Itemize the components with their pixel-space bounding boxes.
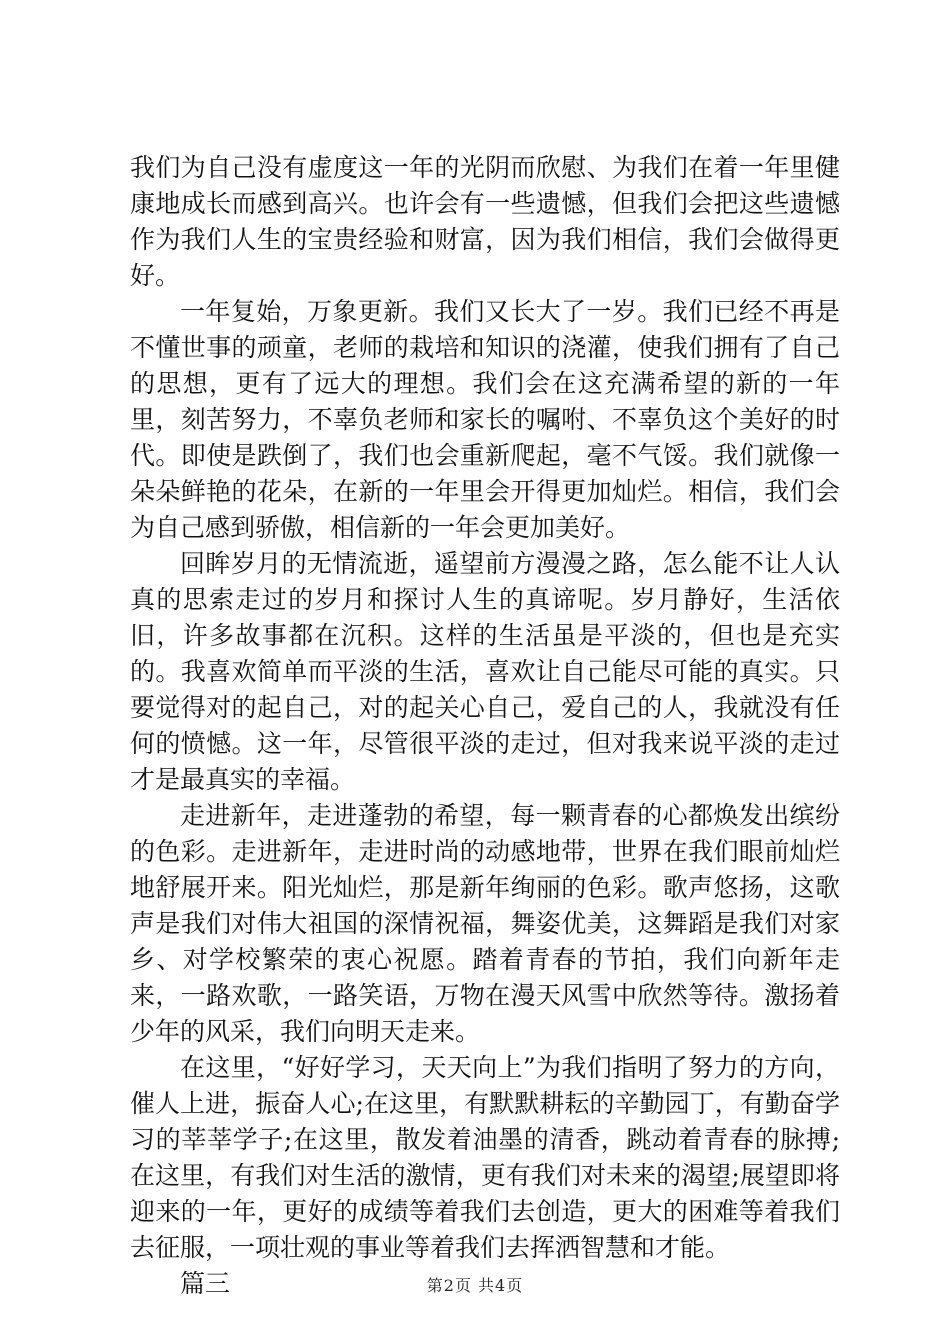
paragraph-1: 我们为自己没有虚度这一年的光阴而欣慰、为我们在着一年里健康地成长而感到高兴。也许会有一些遗憾，但我们会把这些遗憾作为我们人生的宝贵经验和财富，因为我们相信，我们会做得更好。 [130,153,840,290]
paragraph-4: 走进新年，走进蓬勃的希望，每一颗青春的心都焕发出缤纷的色彩。走进新年，走进时尚的动感地带，世界在我们眼前灿烂地舒展开来。阳光灿烂，那是新年绚丽的色彩。歌声悠扬，这歌声是我们对伟大祖国的深情祝福，舞姿优美，这舞蹈是我们对家乡、对学校繁荣的衷心祝愿。踏着青春的节拍，我们向新年走来，一路欢歌，一路笑语，万物在漫天风雪中欣然等待。激扬着少年的风采，我们向明天走来。 [130,801,840,1046]
section-heading: 篇三 [180,1269,231,1298]
paragraph-2: 一年复始，万象更新。我们又长大了一岁。我们已经不再是不懂世事的顽童，老师的栽培和知识的浇灌，使我们拥有了自己的思想，更有了远大的理想。我们会在这充满希望的新的一年里，刻苦努力，不辜负老师和家长的嘱咐、不辜负这个美好的时代。即使是跌倒了，我们也会重新爬起，毫不气馁。我们就像一朵朵鲜艳的花朵，在新的一年里会开得更加灿烂。相信，我们会为自己感到骄傲，相信新的一年会更加美好。 [130,297,840,542]
paragraph-5: 在这里，“好好学习，天天向上”为我们指明了努力的方向，催人上进，振奋人心;在这里，有默默耕耘的辛勤园丁，有勤奋学习的莘莘学子;在这里，散发着油墨的清香，跳动着青春的脉搏;在这里，有我们对生活的激情，更有我们对未来的渴望;展望即将迎来的一年，更好的成绩等着我们去创造，更大的困难等着我们去征服，一项壮观的事业等着我们去挥洒智慧和才能。 [130,1053,840,1262]
document-body [130,150,840,1302]
page-footer: 第2页 共4页 [426,1276,524,1295]
paragraph-3: 回眸岁月的无情流逝，遥望前方漫漫之路，怎么能不让人认真的思索走过的岁月和探讨人生的真谛呢。岁月静好，生活依旧，许多故事都在沉积。这样的生活虽是平淡的，但也是充实的。我喜欢简单而平淡的生活，喜欢让自己能尽可能的真实。只要觉得对的起自己，对的起关心自己，爱自己的人，我就没有任何的愤憾。这一年，尽管很平淡的走过，但对我来说平淡的走过才是最真实的幸福。 [130,549,840,794]
